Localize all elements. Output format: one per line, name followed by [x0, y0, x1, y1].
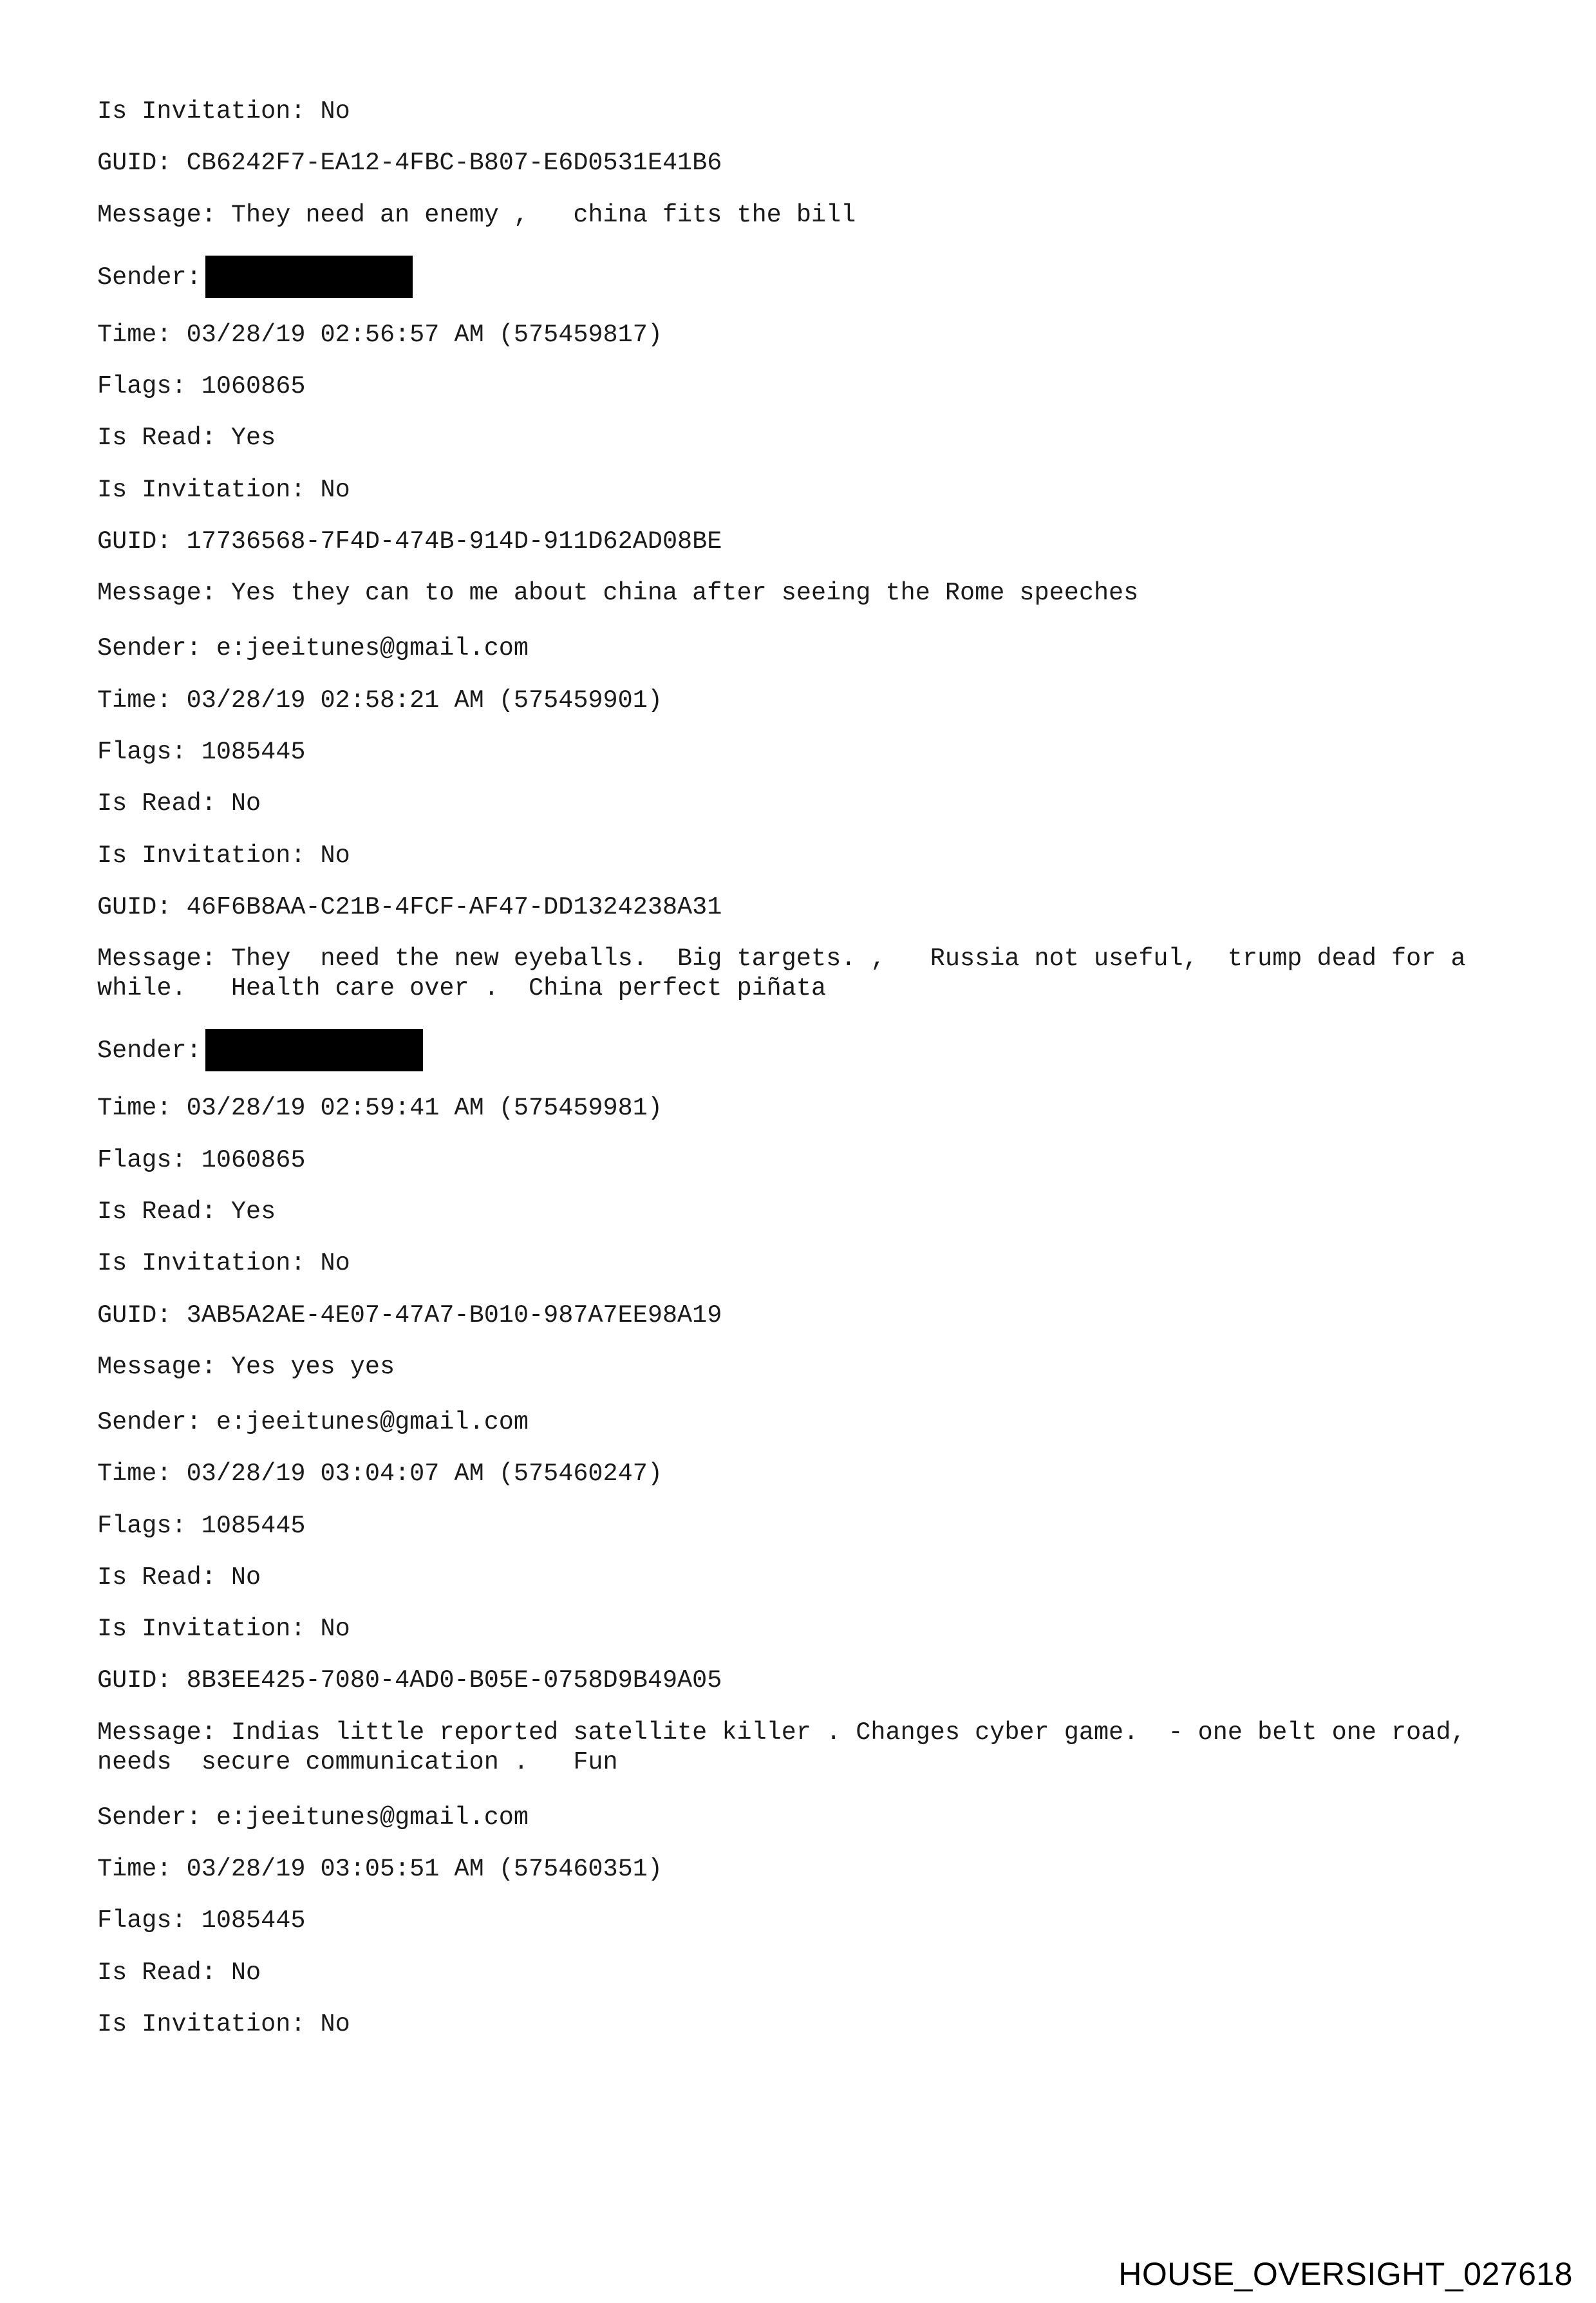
- bates-number: HOUSE_OVERSIGHT_027618: [1118, 2256, 1573, 2292]
- is-read-field: Is Read: Yes: [97, 424, 276, 453]
- invitation-field: Is Invitation: No: [97, 475, 350, 504]
- invitation-field: Is Invitation: No: [97, 841, 350, 870]
- time-field: Time: 03/28/19 03:05:51 AM (575460351): [97, 1855, 662, 1884]
- is-read-field: Is Read: No: [97, 1958, 261, 1987]
- message-field: Message: They need the new eyeballs. Big targets. , Russia not useful, trump dead for a while. Health care over . China perfect piñata: [97, 945, 1481, 1003]
- message-field: Message: Indias little reported satellite killer . Changes cyber game. - one belt one road, needs secure communication . Fun: [97, 1718, 1481, 1776]
- sender-field: Sender: e:jeeitunes@gmail.com: [97, 1803, 529, 1832]
- sender-label: Sender:: [97, 263, 202, 292]
- sender-field: Sender: e:jeeitunes@gmail.com: [97, 1407, 529, 1436]
- sender-field: [97, 256, 1501, 298]
- guid-field: GUID: 46F6B8AA-C21B-4FCF-AF47-DD1324238A31: [97, 892, 722, 921]
- message-field: Message: Yes they can to me about china after seeing the Rome speeches: [97, 579, 1139, 608]
- message-field: Message: Yes yes yes: [97, 1352, 395, 1381]
- sender-field: [97, 1029, 1501, 1071]
- document-page: [97, 97, 1501, 2061]
- flags-field: Flags: 1060865: [97, 372, 306, 401]
- time-field: Time: 03/28/19 02:59:41 AM (575459981): [97, 1094, 662, 1123]
- invitation-field: Is Invitation: No: [97, 1615, 350, 1644]
- invitation-field: Is Invitation: No: [97, 2009, 350, 2038]
- is-read-field: Is Read: No: [97, 1563, 261, 1592]
- guid-field: GUID: 8B3EE425-7080-4AD0-B05E-0758D9B49A05: [97, 1666, 722, 1695]
- invitation-field: Is Invitation: No: [97, 97, 350, 126]
- time-field: Time: 03/28/19 03:04:07 AM (575460247): [97, 1460, 662, 1489]
- sender-label: Sender:: [97, 1037, 202, 1066]
- message-field: Message: They need an enemy , china fits the bill: [97, 200, 856, 229]
- redaction-box: [205, 256, 413, 298]
- is-read-field: Is Read: No: [97, 789, 261, 818]
- redaction-box: [205, 1029, 423, 1071]
- is-read-field: Is Read: Yes: [97, 1198, 276, 1227]
- time-field: Time: 03/28/19 02:58:21 AM (575459901): [97, 686, 662, 715]
- flags-field: Flags: 1085445: [97, 1906, 306, 1935]
- flags-field: Flags: 1085445: [97, 737, 306, 766]
- guid-field: GUID: CB6242F7-EA12-4FBC-B807-E6D0531E41B6: [97, 149, 722, 178]
- guid-field: GUID: 17736568-7F4D-474B-914D-911D62AD08BE: [97, 527, 722, 556]
- guid-field: GUID: 3AB5A2AE-4E07-47A7-B010-987A7EE98A19: [97, 1301, 722, 1330]
- flags-field: Flags: 1085445: [97, 1511, 306, 1540]
- flags-field: Flags: 1060865: [97, 1145, 306, 1174]
- invitation-field: Is Invitation: No: [97, 1249, 350, 1278]
- time-field: Time: 03/28/19 02:56:57 AM (575459817): [97, 320, 662, 349]
- sender-field: Sender: e:jeeitunes@gmail.com: [97, 634, 529, 663]
